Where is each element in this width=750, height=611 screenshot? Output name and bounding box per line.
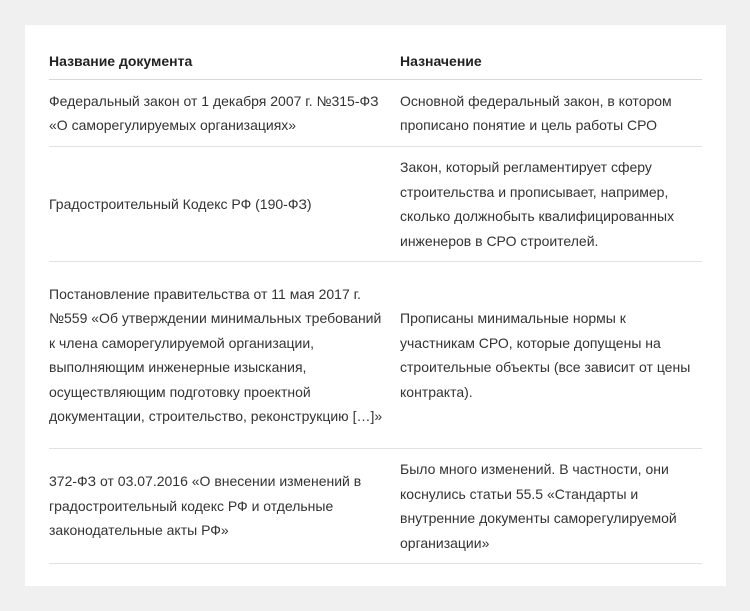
column-header-purpose: Назначение (400, 52, 702, 80)
table-row (49, 80, 702, 147)
document-cell: Постановление правительства от 11 мая 2017 г. №559 «Об утверждении минимальных требований к члена саморегулируемой организации, выполняющим инженерные изыскания, осуществляющим подготовку проектной документации, строительство, реконструкцию […]» (49, 262, 400, 449)
document-cell: Федеральный закон от 1 декабря 2007 г. №315-ФЗ «О саморегулируемых организациях» (49, 80, 400, 147)
purpose-cell: Основной федеральный закон, в котором прописано понятие и цель работы СРО (400, 80, 702, 147)
table-row (49, 449, 702, 564)
document-cell: Градостроительный Кодекс РФ (190-ФЗ) (49, 147, 400, 262)
table-header-row (49, 52, 702, 80)
documents-table (49, 52, 702, 564)
documents-card (25, 25, 726, 586)
purpose-cell: Прописаны минимальные нормы к участникам СРО, которые допущены на строительные объекты (все зависит от цены контракта). (400, 262, 702, 449)
document-cell: 372-ФЗ от 03.07.2016 «О внесении изменений в градостроительный кодекс РФ и отдельные законодательные акты РФ» (49, 449, 400, 564)
purpose-cell: Закон, который регламентирует сферу строительства и прописывает, например, сколько должнобыть квалифицированных инженеров в СРО строителей. (400, 147, 702, 262)
column-header-document: Название документа (49, 52, 400, 80)
table-row (49, 147, 702, 262)
table-row (49, 262, 702, 449)
purpose-cell: Было много изменений. В частности, они коснулись статьи 55.5 «Стандарты и внутренние документы саморегулируемой организации» (400, 449, 702, 564)
